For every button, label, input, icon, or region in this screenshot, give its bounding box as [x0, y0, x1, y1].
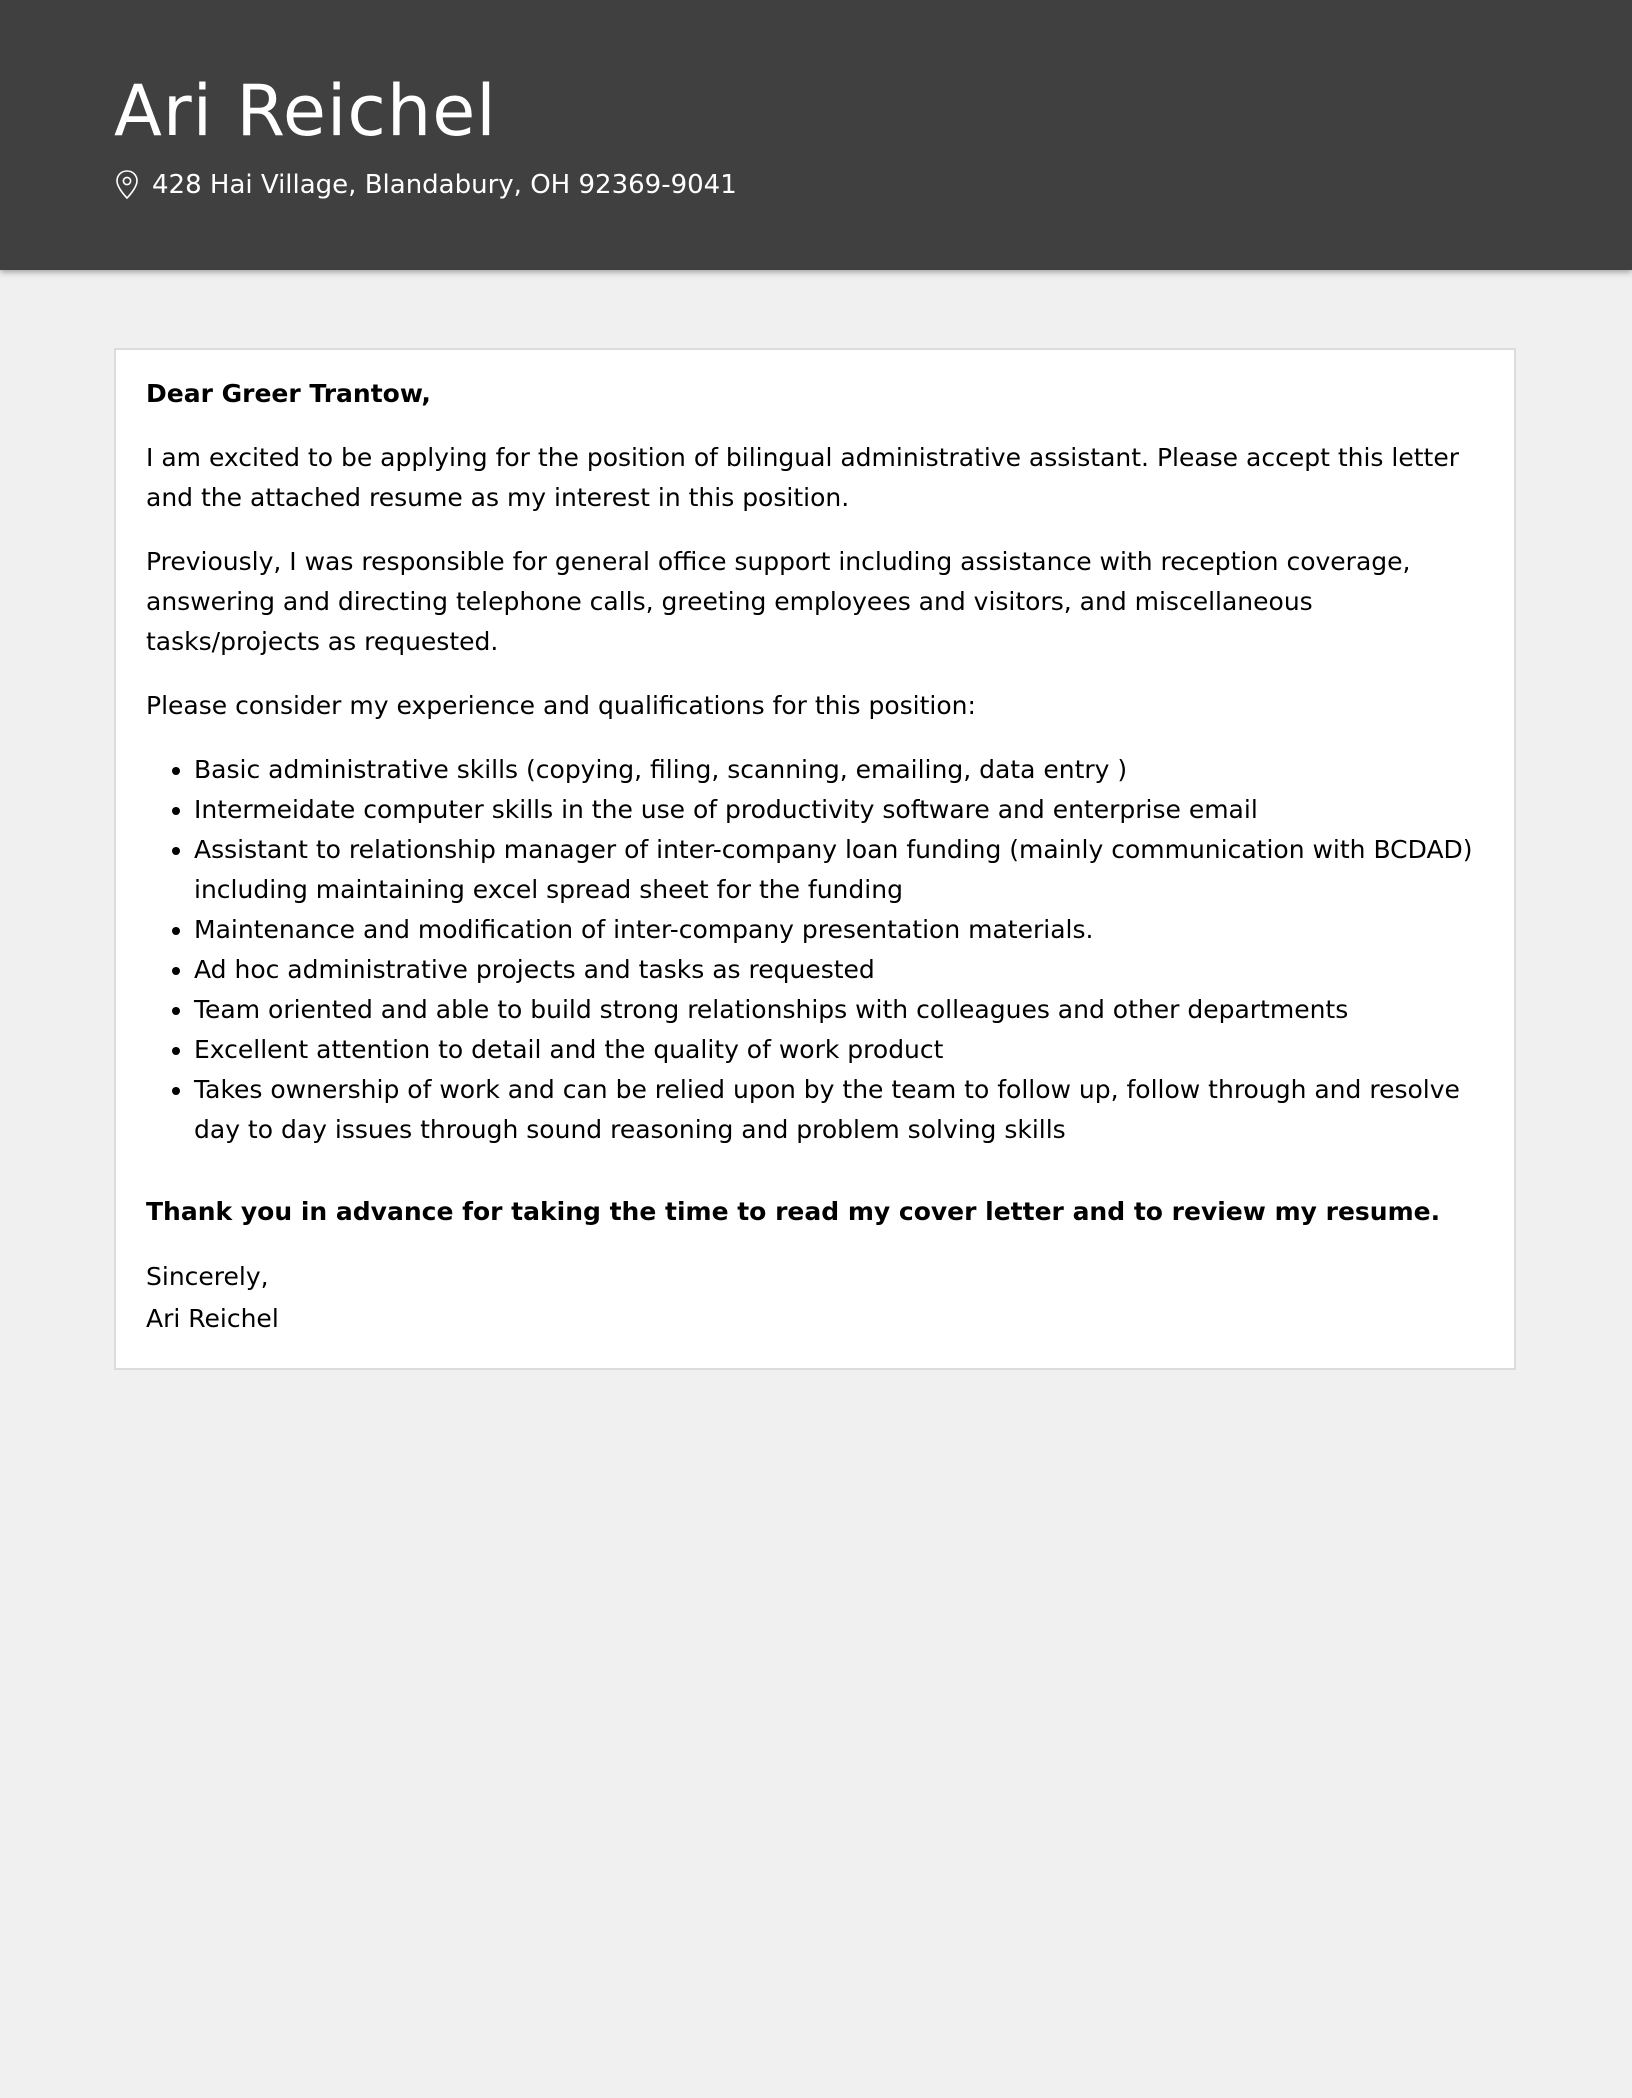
- list-item: • Basic administrative skills (copying, filing, scanning, emailing, data entry ): [194, 750, 1484, 790]
- list-item: • Intermeidate computer skills in the use of productivity software and enterprise email: [194, 790, 1484, 830]
- letter-salutation: Dear Greer Trantow,: [146, 379, 431, 408]
- list-item: • Ad hoc administrative projects and tasks as requested: [194, 950, 1484, 990]
- letter-signoff: Sincerely,: [146, 1262, 269, 1291]
- qualifications-list: [146, 750, 1484, 1150]
- letter-paragraph: Please consider my experience and qualifications for this position:: [146, 691, 976, 720]
- list-item: • Takes ownership of work and can be relied upon by the team to follow up, follow through and resolve day to day issues through sound reasoning and problem solving skills: [194, 1070, 1484, 1150]
- applicant-address: 428 Hai Village, Blandabury, OH 92369-9041: [152, 170, 737, 200]
- signature-name: Ari Reichel: [146, 1304, 279, 1333]
- letter-paragraph: Previously, I was responsible for general office support including assistance with reception coverage, answering and directing telephone calls, greeting employees and visitors, and miscellaneous tasks/projects as requested.: [146, 547, 1411, 656]
- header-banner: [0, 0, 1632, 270]
- list-item: • Team oriented and able to build strong relationships with colleagues and other departments: [194, 990, 1484, 1030]
- applicant-name: Ari Reichel: [114, 70, 497, 152]
- list-item: • Excellent attention to detail and the quality of work product: [194, 1030, 1484, 1070]
- letter-paragraph: I am excited to be applying for the position of bilingual administrative assistant. Please accept this letter and the attached resume as my interest in this position.: [146, 443, 1459, 512]
- closing-thanks: Thank you in advance for taking the time to read my cover letter and to review my resume.: [146, 1197, 1441, 1226]
- list-item: • Maintenance and modification of inter-company presentation materials.: [194, 910, 1484, 950]
- list-item: • Assistant to relationship manager of inter-company loan funding (mainly communication with BCDAD) including maintaining excel spread sheet for the funding: [194, 830, 1484, 910]
- address-row: [114, 164, 737, 206]
- map-pin-icon: [114, 169, 140, 201]
- cover-letter-card: [114, 348, 1516, 1370]
